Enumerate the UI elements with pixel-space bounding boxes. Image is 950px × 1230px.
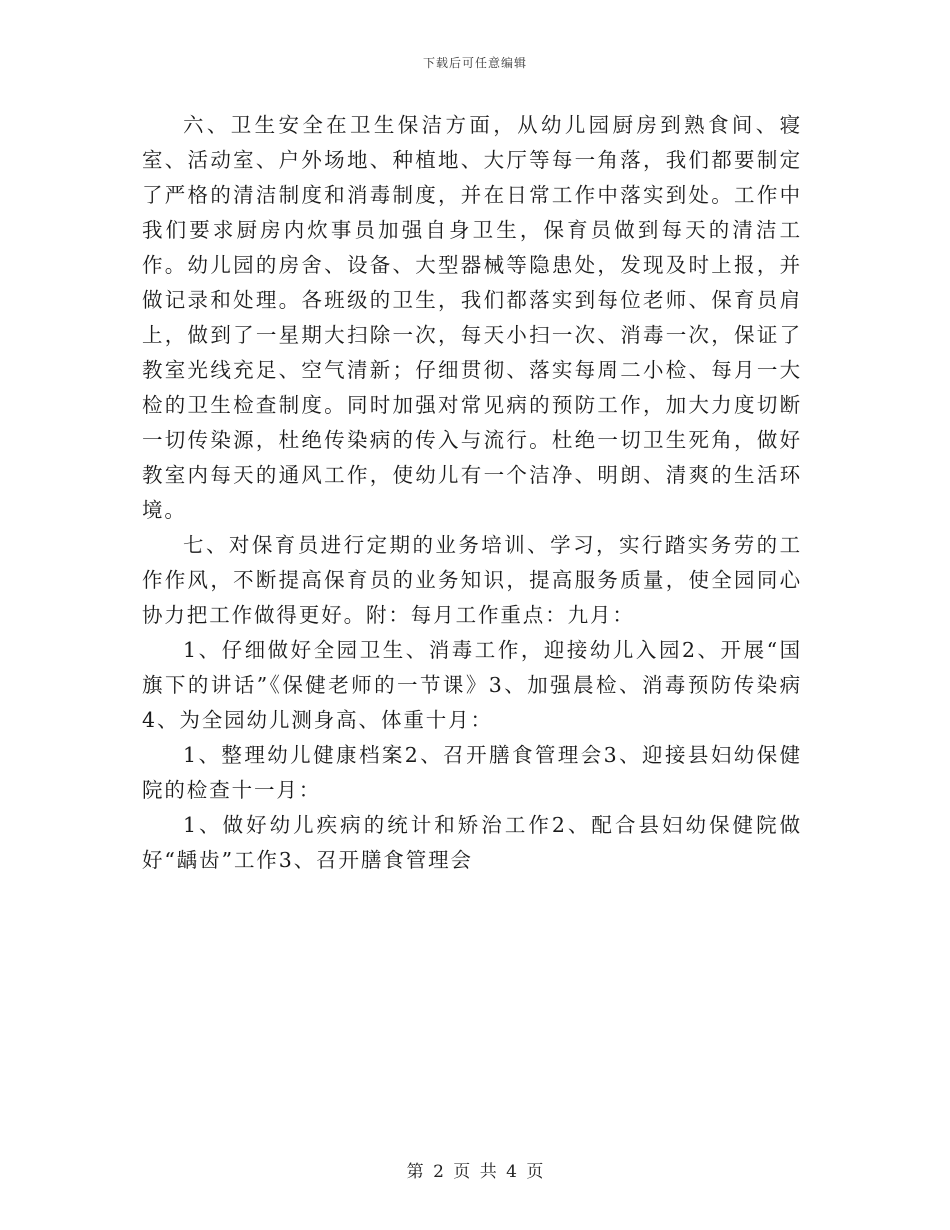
paragraph-november-tasks: 1、做好幼儿疾病的统计和矫治工作2、配合县妇幼保健院做好“龋齿”工作3、召开膳食管理会	[142, 813, 802, 872]
paragraph-section-7: 七、对保育员进行定期的业务培训、学习，实行踏实务劳的工作作风，不断提高保育员的业务知识，提高服务质量，使全园同心协力把工作做得更好。附：每月工作重点：九月：	[142, 533, 802, 627]
document-body	[142, 108, 802, 878]
paragraph-section-6: 六、卫生安全在卫生保洁方面，从幼儿园厨房到熟食间、寝室、活动室、户外场地、种植地、大厅等每一角落，我们都要制定了严格的清洁制度和消毒制度，并在日常工作中落实到处。工作中我们要求厨房内炊事员加强自身卫生，保育员做到每天的清洁工作。幼儿园的房舍、设备、大型器械等隐患处，发现及时上报，并做记录和处理。各班级的卫生，我们都落实到每位老师、保育员肩上，做到了一星期大扫除一次，每天小扫一次、消毒一次，保证了教室光线充足、空气清新；仔细贯彻、落实每周二小检、每月一大检的卫生检查制度。同时加强对常见病的预防工作，加大力度切断一切传染源，杜绝传染病的传入与流行。杜绝一切卫生死角，做好教室内每天的通风工作，使幼儿有一个洁净、明朗、清爽的生活环境。	[142, 113, 802, 522]
paragraph-september-tasks: 1、仔细做好全园卫生、消毒工作，迎接幼儿入园2、开展“国旗下的讲话”《保健老师的一节课》3、加强晨检、消毒预防传染病4、为全园幼儿测身高、体重十月：	[142, 638, 802, 732]
page-number-footer: 第 2 页 共 4 页	[406, 1162, 544, 1182]
paragraph-october-tasks: 1、整理幼儿健康档案2、召开膳食管理会3、迎接县妇幼保健院的检查十一月：	[142, 743, 802, 802]
header-note: 下载后可任意编辑	[422, 56, 527, 70]
